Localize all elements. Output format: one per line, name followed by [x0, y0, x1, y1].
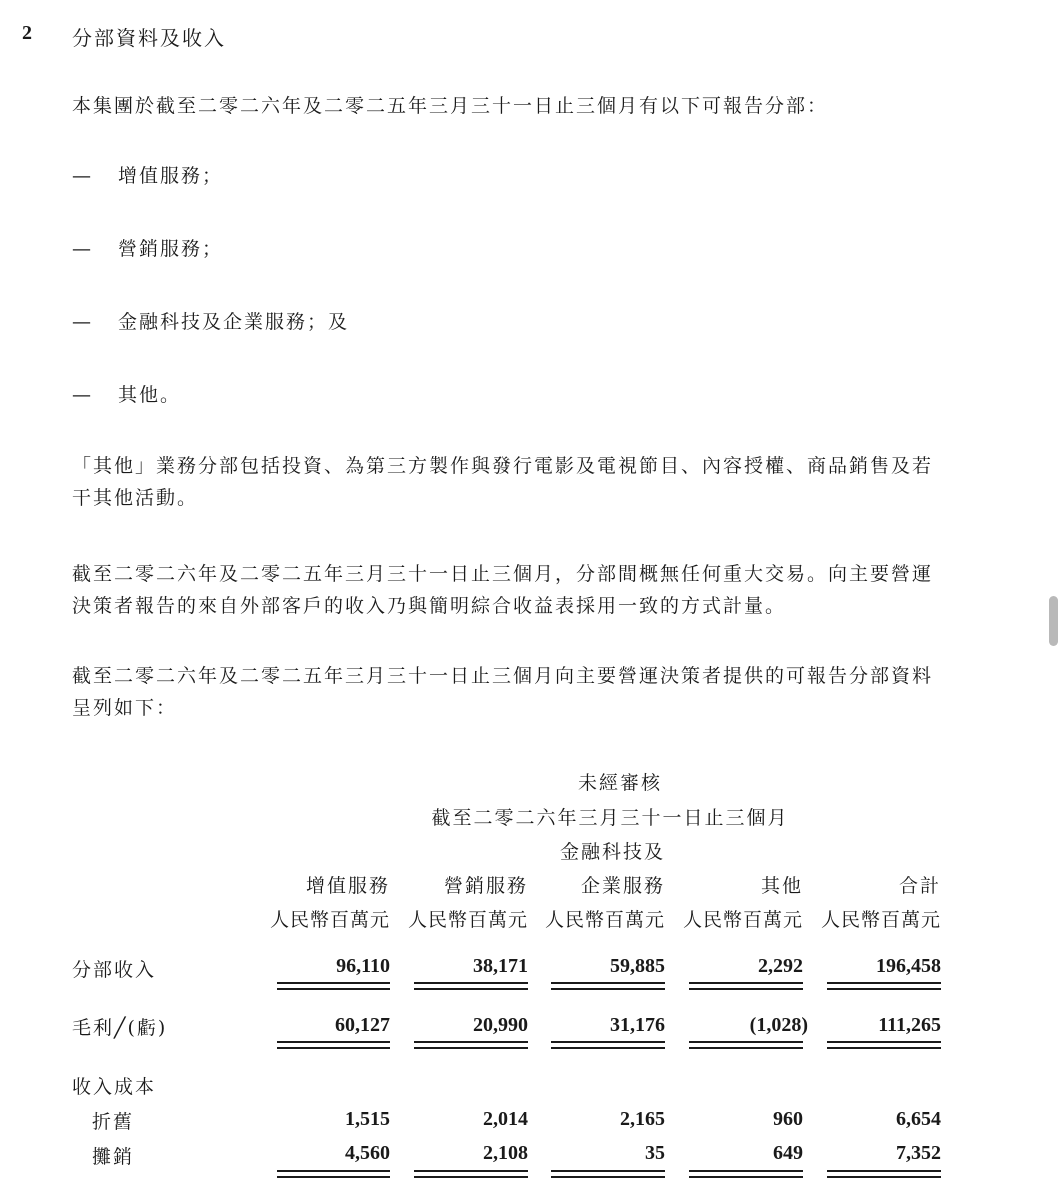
table-cell: 59,885: [610, 955, 665, 977]
column-header-fintech-line1: 金融科技及: [559, 841, 665, 863]
section-title: 分部資料及收入: [72, 26, 226, 50]
table-cell: 35: [645, 1142, 665, 1164]
table-cell: 196,458: [876, 955, 941, 977]
double-underline: [277, 1041, 390, 1049]
intro-paragraph: 本集團於截至二零二六年及二零二五年三月三十一日止三個月有以下可報告分部：: [72, 95, 829, 117]
double-underline: [414, 982, 528, 990]
double-underline: [551, 1041, 665, 1049]
double-underline: [689, 982, 803, 990]
double-underline: [827, 982, 941, 990]
column-unit: 人民幣百萬元: [682, 909, 803, 931]
table-cell: 1,515: [345, 1108, 390, 1130]
row-label-segment-revenue: 分部收入: [72, 959, 157, 981]
segment-dash: —: [72, 238, 93, 260]
table-header-unaudited: 未經審核: [577, 772, 662, 794]
table-cell: 649: [773, 1142, 803, 1164]
table-cell: 20,990: [473, 1014, 528, 1036]
segment-item-value-added: 增值服務；: [118, 165, 224, 187]
table-cell: 38,171: [473, 955, 528, 977]
table-header-period: 截至二零二六年三月三十一日止三個月: [431, 807, 789, 829]
column-unit: 人民幣百萬元: [544, 909, 665, 931]
inter-segment-paragraph: 截至二零二六年及二零二五年三月三十一日止三個月，分部間概無任何重大交易。向主要營運決策者報告的來自外部客戶的收入乃與簡明綜合收益表採用一致的方式計量。: [72, 563, 934, 617]
table-cell: 2,014: [483, 1108, 528, 1130]
row-label-amortisation: 攤銷: [92, 1146, 135, 1168]
row-label-depreciation: 折舊: [92, 1111, 135, 1133]
table-cell: 31,176: [610, 1014, 665, 1036]
double-underline: [689, 1170, 803, 1178]
section-number: 2: [22, 22, 32, 44]
double-underline: [827, 1170, 941, 1178]
table-cell: 2,108: [483, 1142, 528, 1164]
table-cell: (1,028): [749, 1014, 808, 1036]
table-cell: 6,654: [896, 1108, 941, 1130]
segment-item-marketing: 營銷服務；: [118, 238, 224, 260]
double-underline: [277, 1170, 390, 1178]
table-cell: 7,352: [896, 1142, 941, 1164]
segment-item-others: 其他。: [118, 384, 182, 406]
column-unit: 人民幣百萬元: [407, 909, 528, 931]
column-header-marketing: 營銷服務: [443, 875, 528, 897]
column-header-vas: 增值服務: [305, 875, 390, 897]
column-header-total: 合計: [898, 875, 941, 897]
double-underline: [689, 1041, 803, 1049]
column-unit: 人民幣百萬元: [820, 909, 941, 931]
double-underline: [551, 1170, 665, 1178]
scrollbar-thumb[interactable]: [1049, 596, 1058, 646]
table-cell: 4,560: [345, 1142, 390, 1164]
table-cell: 111,265: [878, 1014, 941, 1036]
table-cell: 2,292: [758, 955, 803, 977]
double-underline: [827, 1041, 941, 1049]
table-cell: 96,110: [336, 955, 390, 977]
column-unit: 人民幣百萬元: [269, 909, 390, 931]
column-header-fintech: 企業服務: [580, 875, 665, 897]
double-underline: [551, 982, 665, 990]
double-underline: [414, 1041, 528, 1049]
segment-info-intro-paragraph: 截至二零二六年及二零二五年三月三十一日止三個月向主要營運決策者提供的可報告分部資料呈列如下：: [72, 665, 934, 719]
double-underline: [414, 1170, 528, 1178]
table-cell: 960: [773, 1108, 803, 1130]
column-header-others: 其他: [760, 875, 803, 897]
segment-dash: —: [72, 165, 93, 187]
segment-dash: —: [72, 384, 93, 406]
double-underline: [277, 982, 390, 990]
segment-item-fintech: 金融科技及企業服務；及: [118, 311, 350, 333]
row-label-gross-profit: 毛利╱(虧): [72, 1017, 168, 1039]
segment-dash: —: [72, 311, 93, 333]
others-description-paragraph: 「其他」業務分部包括投資、為第三方製作與發行電影及電視節目、內容授權、商品銷售及若干其他活動。: [72, 455, 934, 509]
table-cell: 2,165: [620, 1108, 665, 1130]
row-label-cost-of-revenues: 收入成本: [72, 1076, 157, 1098]
table-cell: 60,127: [335, 1014, 390, 1036]
